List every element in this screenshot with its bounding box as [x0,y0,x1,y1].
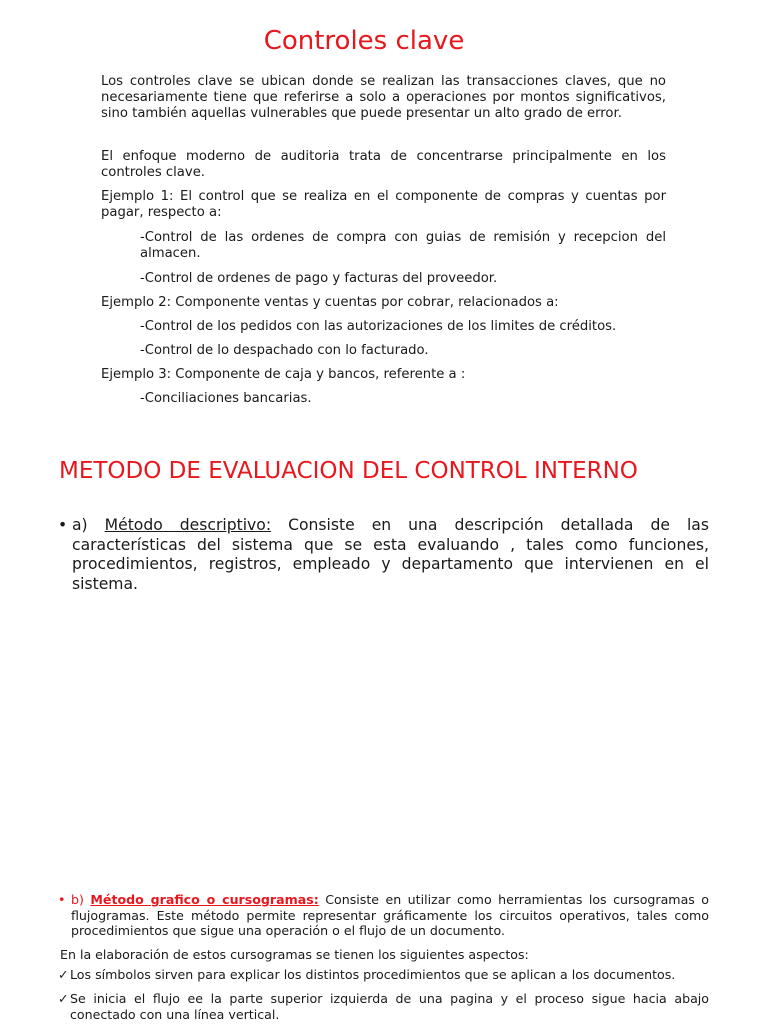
page-title: Controles clave [263,26,465,56]
bullet-icon: • [58,892,66,907]
check-icon: ✓ [58,967,69,982]
example-1-item: -Control de las ordenes de compra con guias de remisión y recepcion del almacen. [140,230,666,261]
check-item-text: Se inicia el flujo ee la parte superior izquierda de una pagina y el proceso sigue hacia abajo conectado con una línea vertical. [70,991,709,1022]
example-2: Ejemplo 2: Componente ventas y cuentas por cobrar, relacionados a: [101,295,559,310]
example-1-item: -Control de ordenes de pago y facturas del proveedor. [140,271,498,286]
example-2-item: -Control de los pedidos con las autorizaciones de los limites de créditos. [140,319,617,334]
method-a-text [58,516,709,594]
method-a-prefix: a) [72,516,105,534]
example-2-item: -Control de lo despachado con lo facturado. [140,343,429,358]
aspects-intro: En la elaboración de estos cursogramas se tienen los siguientes aspectos: [60,947,529,962]
method-a-bullet [58,516,709,594]
section-heading: METODO DE EVALUACION DEL CONTROL INTERNO [59,458,638,484]
intro-paragraph: Los controles clave se ubican donde se realizan las transacciones claves, que no necesariamente tiene que referirse a solo a operaciones por montos significativos, sino también aquellas vulnerables que puede presentar un alto grado de error. [101,74,666,121]
method-b-description: Consiste en utilizar como herramientas los cursogramas o flujogramas. Este método permite representar gráficamente los circuitos operativos, tales como procedimientos que sigue una operación o el flujo de un documento. [71,892,710,938]
method-b-text [58,892,709,939]
check-item [58,967,709,983]
method-b-prefix: b) [71,892,91,907]
example-3-item: -Conciliaciones bancarias. [140,391,312,406]
check-item-text: Los símbolos sirven para explicar los distintos procedimientos que se aplican a los documentos. [70,967,676,982]
example-3: Ejemplo 3: Componente de caja y bancos, referente a : [101,367,466,382]
method-b-label: Método grafico o cursogramas: [90,892,319,907]
method-a-label: Método descriptivo: [104,516,272,534]
method-b-bullet [58,892,709,939]
example-1: Ejemplo 1: El control que se realiza en el componente de compras y cuentas por pagar, respecto a: [101,189,666,220]
method-a-description: Consiste en una descripción detallada de las características del sistema que se esta evaluando , tales como funciones, procedimientos, registros, empleado y departamento que intervienen en el sistema. [72,516,709,593]
intro-paragraph-2: El enfoque moderno de auditoria trata de concentrarse principalmente en los controles clave. [101,149,666,180]
bullet-icon: • [58,516,68,534]
check-item [58,991,709,1022]
check-icon: ✓ [58,991,69,1006]
